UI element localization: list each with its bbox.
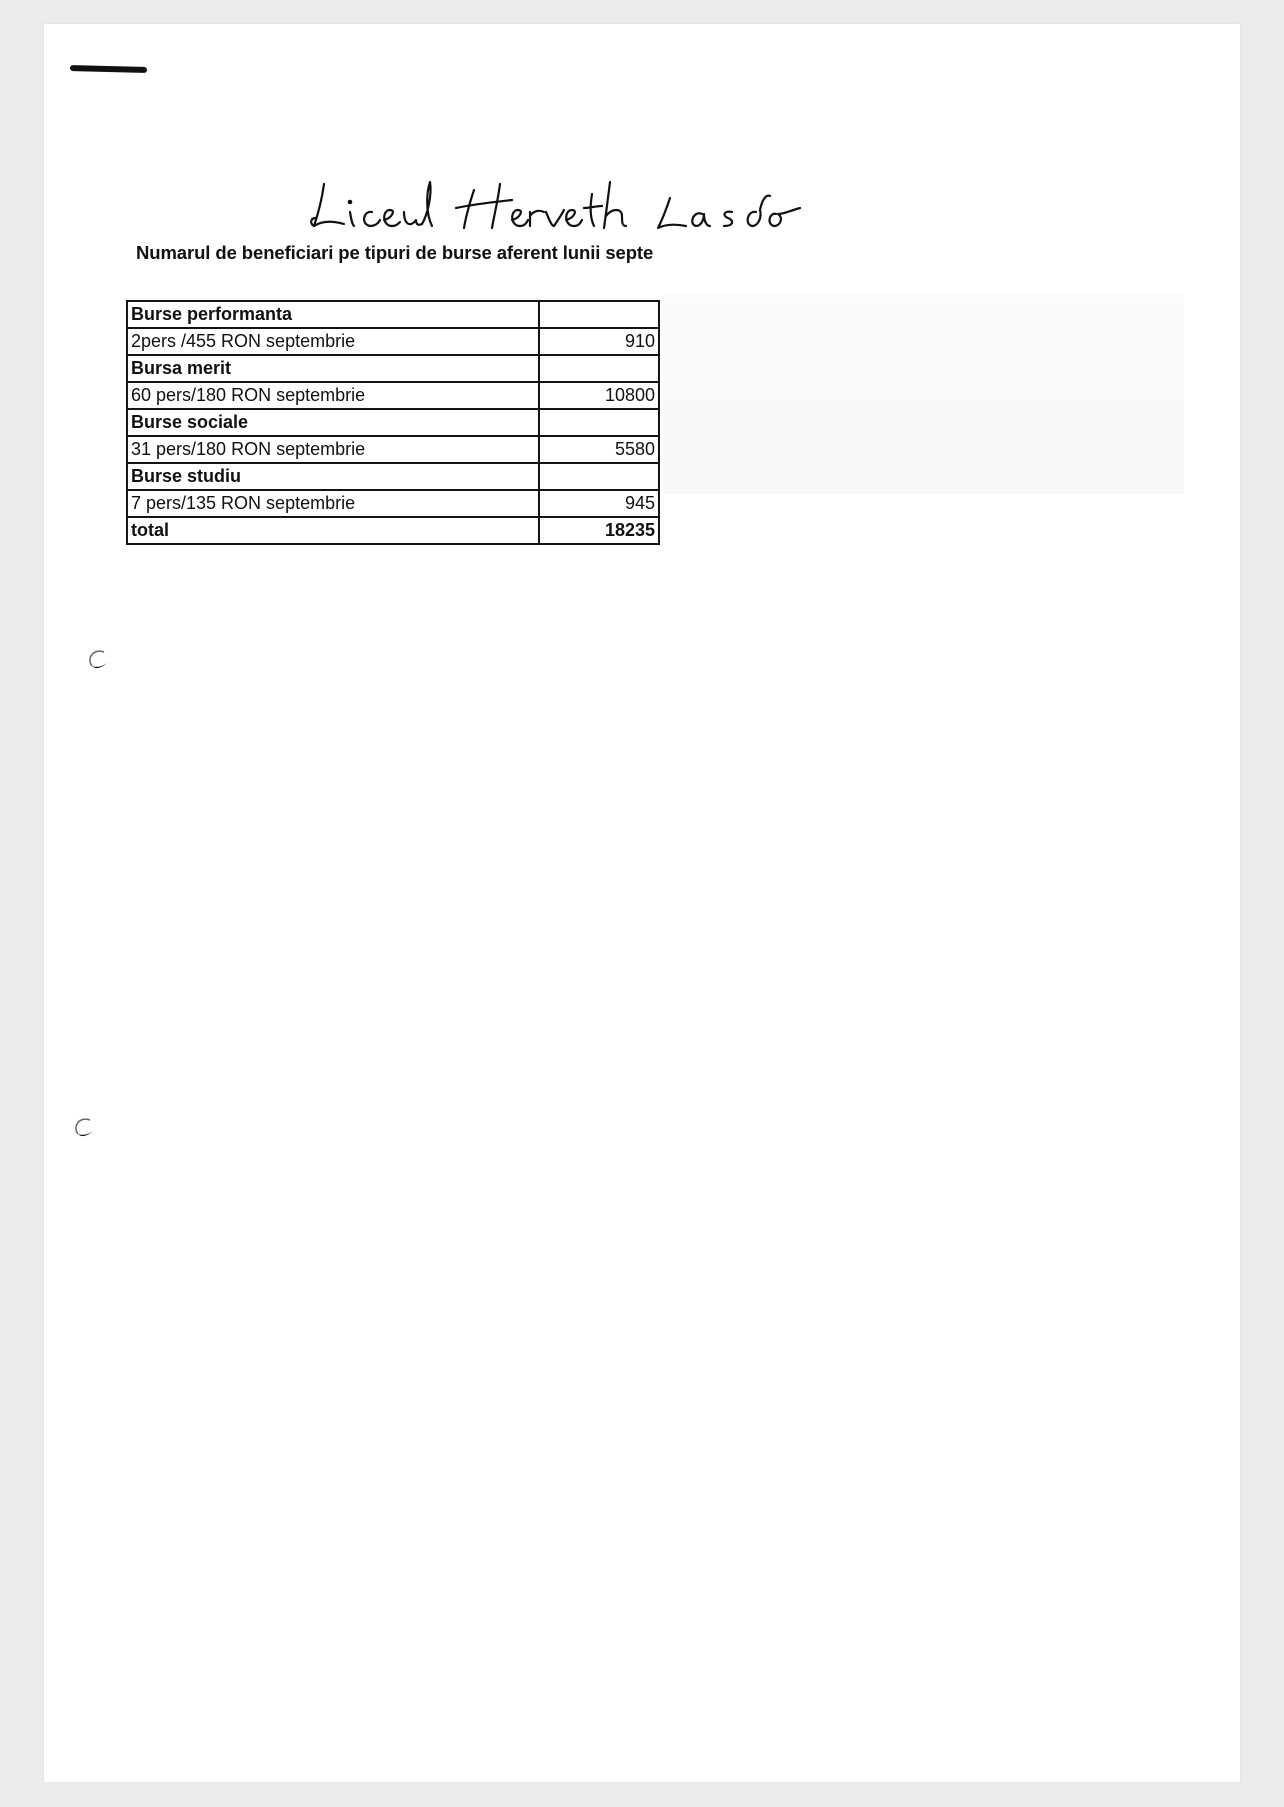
row-label: Bursa merit xyxy=(127,355,539,382)
scholarship-table xyxy=(126,300,660,545)
row-value xyxy=(539,301,659,328)
punch-hole-mark xyxy=(70,1114,98,1142)
row-label: 60 pers/180 RON septembrie xyxy=(127,382,539,409)
table-row xyxy=(127,382,659,409)
scanned-page xyxy=(44,24,1240,1782)
row-value: 18235 xyxy=(539,517,659,544)
row-value: 910 xyxy=(539,328,659,355)
section-row xyxy=(127,355,659,382)
row-label: total xyxy=(127,517,539,544)
row-label: Burse sociale xyxy=(127,409,539,436)
row-value: 10800 xyxy=(539,382,659,409)
row-label: 31 pers/180 RON septembrie xyxy=(127,436,539,463)
section-row xyxy=(127,463,659,490)
table-row xyxy=(127,490,659,517)
row-label: 7 pers/135 RON septembrie xyxy=(127,490,539,517)
section-row xyxy=(127,409,659,436)
row-value: 5580 xyxy=(539,436,659,463)
row-value: 945 xyxy=(539,490,659,517)
punch-hole-mark xyxy=(84,646,112,674)
row-value xyxy=(539,409,659,436)
document-heading: Numarul de beneficiari pe tipuri de burse aferent lunii septe xyxy=(136,242,654,263)
corner-pen-mark xyxy=(70,65,147,73)
row-label: Burse studiu xyxy=(127,463,539,490)
table-row xyxy=(127,328,659,355)
handwritten-school-name xyxy=(304,154,804,234)
row-label: Burse performanta xyxy=(127,301,539,328)
section-row xyxy=(127,301,659,328)
scan-showthrough xyxy=(664,294,1184,494)
table-row xyxy=(127,436,659,463)
row-label: 2pers /455 RON septembrie xyxy=(127,328,539,355)
row-value xyxy=(539,463,659,490)
total-row xyxy=(127,517,659,544)
row-value xyxy=(539,355,659,382)
